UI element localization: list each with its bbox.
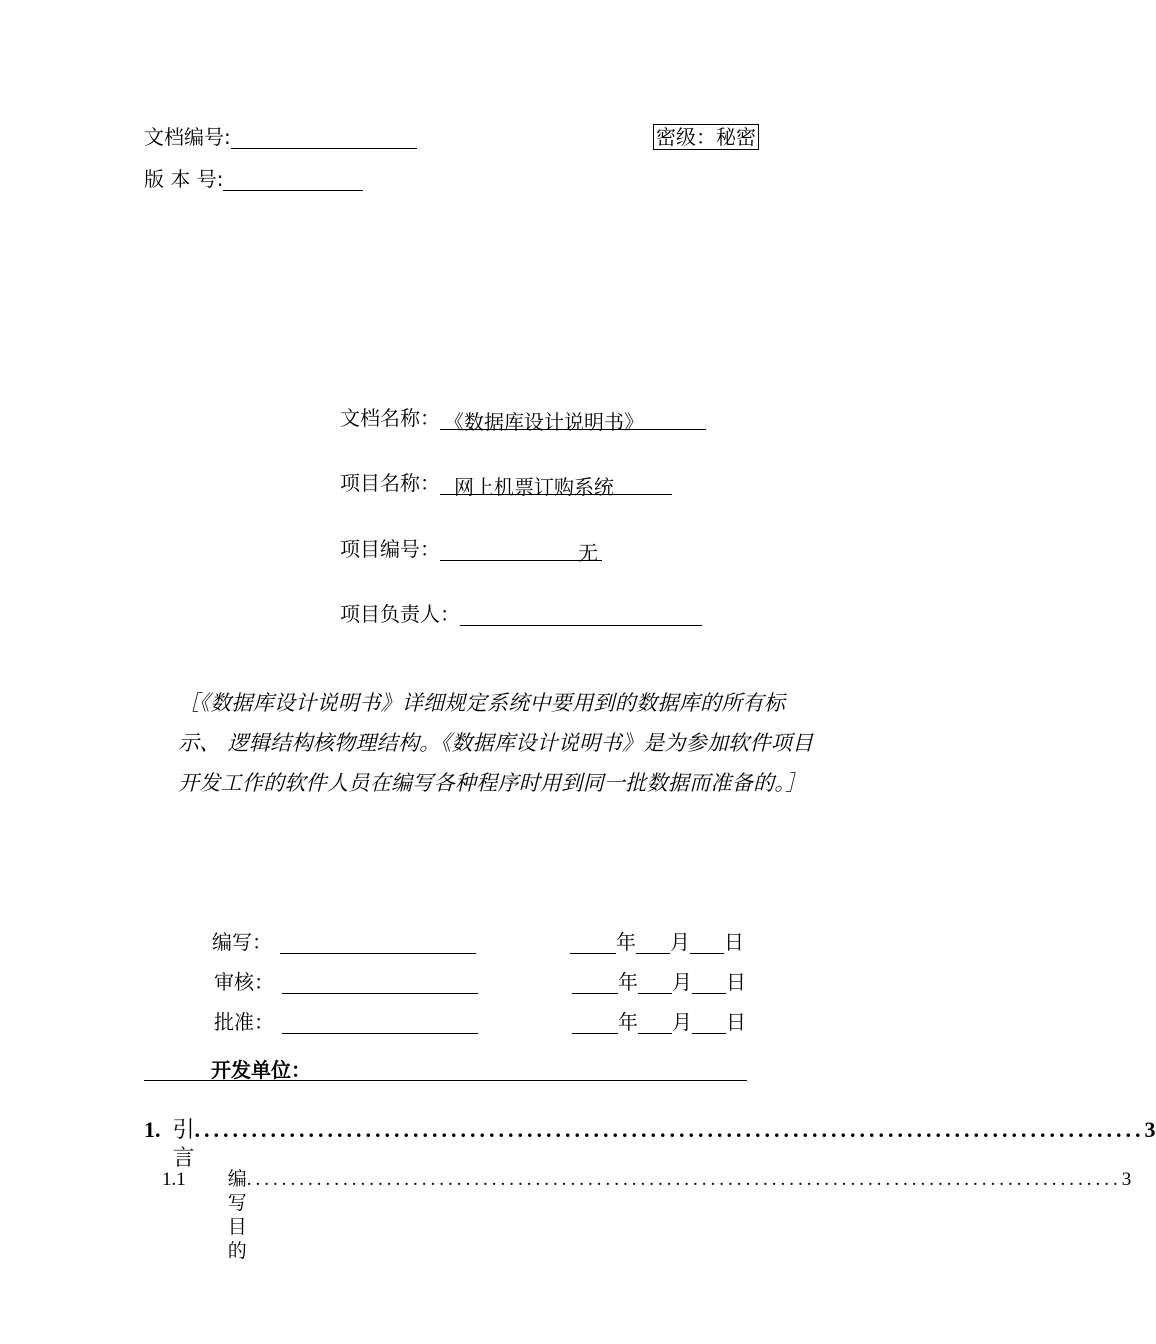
day-blank <box>690 933 724 954</box>
project-name-label: 项目名称： <box>340 471 440 495</box>
signoff-blank <box>280 933 476 954</box>
year-blank <box>572 1013 618 1034</box>
doc-number-blank <box>231 128 417 149</box>
toc-number: 1. <box>144 1117 161 1142</box>
version-blank <box>223 170 363 191</box>
toc-page: 3 <box>1121 1169 1132 1190</box>
toc-number: 1.1 <box>162 1169 186 1190</box>
toc-entry[interactable] <box>144 1116 1156 1173</box>
month-label: 月 <box>672 970 692 994</box>
dev-unit-label: 开发单位： <box>211 1058 311 1082</box>
owner-blank <box>460 605 702 626</box>
signoff-date <box>570 930 744 954</box>
toc-leader: .................................................................................................... <box>194 1117 1145 1142</box>
day-label: 日 <box>724 930 744 954</box>
signoff-label: 编写： <box>212 930 272 954</box>
doc-number-label: 文档编号: <box>144 125 231 149</box>
year-blank <box>572 973 618 994</box>
version-field <box>144 167 363 191</box>
toc-page: 3 <box>1144 1117 1156 1142</box>
signoff-row <box>212 930 476 954</box>
security-level-label: 密级：秘密 <box>653 124 759 150</box>
owner-label: 项目负责人： <box>340 602 460 626</box>
project-no-label: 项目编号： <box>340 537 440 561</box>
toc-leader: .................................................................................................... <box>246 1169 1122 1190</box>
signoff-row <box>214 970 478 994</box>
doc-name-row <box>340 406 706 434</box>
day-label: 日 <box>726 1010 746 1034</box>
signoff-blank <box>282 1013 478 1034</box>
day-blank <box>692 1013 726 1034</box>
signoff-row <box>214 1010 478 1034</box>
dev-unit-line <box>144 1058 747 1081</box>
year-blank <box>570 933 616 954</box>
project-no-value <box>440 541 602 565</box>
day-blank <box>692 973 726 994</box>
owner-row <box>340 602 702 626</box>
month-blank <box>638 973 672 994</box>
toc-title: 编写目的 <box>227 1168 247 1262</box>
month-label: 月 <box>670 930 690 954</box>
signoff-label: 审核： <box>214 970 274 994</box>
month-label: 月 <box>672 1010 692 1034</box>
month-blank <box>636 933 670 954</box>
signoff-date <box>572 970 746 994</box>
doc-name-text: 《数据库设计说明书》 <box>444 410 644 434</box>
project-no-text: 无 <box>578 541 598 565</box>
project-name-value <box>440 475 672 499</box>
project-name-row <box>340 471 672 499</box>
year-label: 年 <box>618 1010 638 1034</box>
day-label: 日 <box>726 970 746 994</box>
signoff-date <box>572 1010 746 1034</box>
year-label: 年 <box>616 930 636 954</box>
project-no-row <box>340 537 602 565</box>
signoff-label: 批准： <box>214 1010 274 1034</box>
description-paragraph: ［《数据库设计说明书》详细规定系统中要用到的数据库的所有标示、 逻辑结构核物理结构。《数据库设计说明书》是为参加软件项目开发工作的软件人员在编写各种程序时用到同一批数据而准备的。］ <box>178 691 814 795</box>
security-level <box>653 125 759 149</box>
month-blank <box>638 1013 672 1034</box>
doc-name-value <box>440 410 706 434</box>
toc-entry[interactable] <box>162 1167 1132 1263</box>
toc-title: 引言 <box>172 1118 195 1171</box>
signoff-blank <box>282 973 478 994</box>
version-label: 版 本 号: <box>144 167 224 191</box>
year-label: 年 <box>618 970 638 994</box>
project-name-text: 网上机票订购系统 <box>454 475 614 499</box>
doc-name-label: 文档名称： <box>340 406 440 430</box>
doc-number-field <box>144 125 417 149</box>
